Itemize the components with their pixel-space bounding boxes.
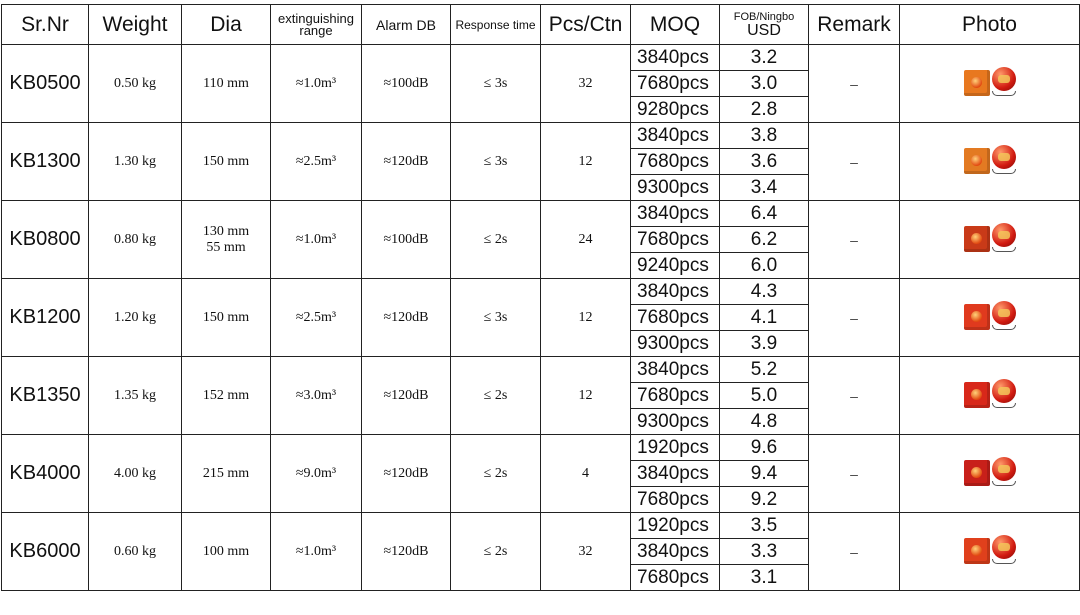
product-photo xyxy=(900,357,1080,435)
table-row xyxy=(2,201,1080,227)
pcs-value: 32 xyxy=(541,45,631,123)
moq-value: 3840pcs xyxy=(631,123,720,149)
remark-value: – xyxy=(809,357,900,435)
header-fob xyxy=(720,5,809,45)
stand-icon xyxy=(992,247,1016,252)
range-value: ≈1.0m³ xyxy=(271,201,362,279)
product-photo xyxy=(900,435,1080,513)
alarm-value: ≈120dB xyxy=(362,357,451,435)
dia-line-1: 150 mm xyxy=(202,309,250,325)
moq-value: 3840pcs xyxy=(631,539,720,565)
moq-value: 1920pcs xyxy=(631,435,720,461)
product-image xyxy=(964,457,1016,486)
fire-ball-icon xyxy=(992,457,1016,481)
dia-line-1: 130 mm xyxy=(202,223,250,239)
product-box-icon xyxy=(964,226,990,252)
dia-line-1: 150 mm xyxy=(202,153,250,169)
range-value: ≈2.5m³ xyxy=(271,279,362,357)
weight-value: 0.80 kg xyxy=(89,201,182,279)
header-sr: Sr.Nr xyxy=(2,5,89,45)
dia-line-1: 110 mm xyxy=(203,75,249,91)
range-value: ≈1.0m³ xyxy=(271,45,362,123)
remark-value: – xyxy=(809,279,900,357)
moq-value: 7680pcs xyxy=(631,71,720,97)
product-photo xyxy=(900,123,1080,201)
price-value: 6.2 xyxy=(720,227,809,253)
weight-value: 1.35 kg xyxy=(89,357,182,435)
moq-value: 3840pcs xyxy=(631,461,720,487)
response-value: ≤ 2s xyxy=(451,435,541,513)
pcs-value: 32 xyxy=(541,513,631,591)
price-value: 3.4 xyxy=(720,175,809,201)
moq-value: 7680pcs xyxy=(631,227,720,253)
product-image xyxy=(964,145,1016,174)
product-box-icon xyxy=(964,148,990,174)
header-usd-label: USD xyxy=(747,21,781,39)
price-value: 9.2 xyxy=(720,487,809,513)
range-value: ≈1.0m³ xyxy=(271,513,362,591)
ball-with-stand xyxy=(992,535,1016,564)
header-fob-label: FOB/Ningbo xyxy=(733,10,795,23)
ball-with-stand xyxy=(992,301,1016,330)
moq-value: 7680pcs xyxy=(631,149,720,175)
fire-ball-icon xyxy=(992,145,1016,169)
pcs-value: 4 xyxy=(541,435,631,513)
price-value: 4.1 xyxy=(720,305,809,331)
remark-value: – xyxy=(809,123,900,201)
price-value: 2.8 xyxy=(720,97,809,123)
response-value: ≤ 2s xyxy=(451,513,541,591)
moq-value: 9240pcs xyxy=(631,253,720,279)
table-body xyxy=(2,45,1080,591)
model-number: KB1300 xyxy=(2,123,89,201)
price-value: 9.6 xyxy=(720,435,809,461)
header-moq: MOQ xyxy=(631,5,720,45)
product-image xyxy=(964,301,1016,330)
remark-value: – xyxy=(809,45,900,123)
price-value: 3.5 xyxy=(720,513,809,539)
alarm-value: ≈120dB xyxy=(362,513,451,591)
table-row xyxy=(2,435,1080,461)
price-value: 3.0 xyxy=(720,71,809,97)
header-remark: Remark xyxy=(809,5,900,45)
dia-line-1: 215 mm xyxy=(202,465,250,481)
header-range-line2: range xyxy=(299,22,333,38)
dia-value xyxy=(182,201,271,279)
moq-value: 3840pcs xyxy=(631,357,720,383)
fire-ball-icon xyxy=(992,379,1016,403)
moq-value: 1920pcs xyxy=(631,513,720,539)
model-number: KB6000 xyxy=(2,513,89,591)
pcs-value: 12 xyxy=(541,123,631,201)
product-photo xyxy=(900,45,1080,123)
alarm-value: ≈120dB xyxy=(362,123,451,201)
table-row xyxy=(2,123,1080,149)
model-number: KB1350 xyxy=(2,357,89,435)
header-pcs: Pcs/Ctn xyxy=(541,5,631,45)
moq-value: 9300pcs xyxy=(631,175,720,201)
moq-value: 3840pcs xyxy=(631,279,720,305)
dia-value xyxy=(182,123,271,201)
stand-icon xyxy=(992,559,1016,564)
response-value: ≤ 2s xyxy=(451,357,541,435)
price-value: 3.8 xyxy=(720,123,809,149)
weight-value: 1.20 kg xyxy=(89,279,182,357)
moq-value: 9300pcs xyxy=(631,331,720,357)
pcs-value: 12 xyxy=(541,357,631,435)
product-box-icon xyxy=(964,70,990,96)
fire-ball-icon xyxy=(992,535,1016,559)
pcs-value: 12 xyxy=(541,279,631,357)
remark-value: – xyxy=(809,513,900,591)
alarm-value: ≈100dB xyxy=(362,201,451,279)
ball-with-stand xyxy=(992,145,1016,174)
product-image xyxy=(964,379,1016,408)
weight-value: 0.60 kg xyxy=(89,513,182,591)
fire-ball-icon xyxy=(992,301,1016,325)
dia-value xyxy=(182,357,271,435)
dia-line-1: 152 mm xyxy=(202,387,250,403)
moq-value: 7680pcs xyxy=(631,383,720,409)
price-value: 6.4 xyxy=(720,201,809,227)
header-weight: Weight xyxy=(89,5,182,45)
price-value: 6.0 xyxy=(720,253,809,279)
stand-icon xyxy=(992,91,1016,96)
stand-icon xyxy=(992,403,1016,408)
header-range xyxy=(271,5,362,45)
alarm-value: ≈100dB xyxy=(362,45,451,123)
price-value: 4.8 xyxy=(720,409,809,435)
stand-icon xyxy=(992,325,1016,330)
header-dia: Dia xyxy=(182,5,271,45)
price-value: 9.4 xyxy=(720,461,809,487)
range-value: ≈3.0m³ xyxy=(271,357,362,435)
table-row xyxy=(2,45,1080,71)
header-row xyxy=(2,5,1080,45)
range-value: ≈2.5m³ xyxy=(271,123,362,201)
remark-value: – xyxy=(809,201,900,279)
ball-with-stand xyxy=(992,223,1016,252)
product-box-icon xyxy=(964,382,990,408)
moq-value: 3840pcs xyxy=(631,201,720,227)
model-number: KB4000 xyxy=(2,435,89,513)
moq-value: 3840pcs xyxy=(631,45,720,71)
product-photo xyxy=(900,279,1080,357)
alarm-value: ≈120dB xyxy=(362,435,451,513)
weight-value: 0.50 kg xyxy=(89,45,182,123)
dia-value xyxy=(182,45,271,123)
price-value: 3.3 xyxy=(720,539,809,565)
price-value: 5.2 xyxy=(720,357,809,383)
model-number: KB0500 xyxy=(2,45,89,123)
product-box-icon xyxy=(964,538,990,564)
table-row xyxy=(2,357,1080,383)
model-number: KB1200 xyxy=(2,279,89,357)
dia-value xyxy=(182,435,271,513)
weight-value: 4.00 kg xyxy=(89,435,182,513)
product-image xyxy=(964,535,1016,564)
header-range-line1: extinguishing xyxy=(278,10,354,26)
table-row xyxy=(2,513,1080,539)
response-value: ≤ 3s xyxy=(451,279,541,357)
response-value: ≤ 2s xyxy=(451,201,541,279)
product-image xyxy=(964,223,1016,252)
product-photo xyxy=(900,201,1080,279)
moq-value: 7680pcs xyxy=(631,487,720,513)
ball-with-stand xyxy=(992,379,1016,408)
model-number: KB0800 xyxy=(2,201,89,279)
remark-value: – xyxy=(809,435,900,513)
price-table xyxy=(1,4,1080,591)
price-value: 3.2 xyxy=(720,45,809,71)
weight-value: 1.30 kg xyxy=(89,123,182,201)
price-value: 3.9 xyxy=(720,331,809,357)
alarm-value: ≈120dB xyxy=(362,279,451,357)
response-value: ≤ 3s xyxy=(451,123,541,201)
product-photo xyxy=(900,513,1080,591)
product-image xyxy=(964,67,1016,96)
dia-value xyxy=(182,279,271,357)
moq-value: 9300pcs xyxy=(631,409,720,435)
moq-value: 7680pcs xyxy=(631,305,720,331)
moq-value: 9280pcs xyxy=(631,97,720,123)
response-value: ≤ 3s xyxy=(451,45,541,123)
stand-icon xyxy=(992,481,1016,486)
header-alarm: Alarm DB xyxy=(362,5,451,45)
range-value: ≈9.0m³ xyxy=(271,435,362,513)
dia-line-1: 100 mm xyxy=(202,543,250,559)
product-box-icon xyxy=(964,460,990,486)
dia-value xyxy=(182,513,271,591)
ball-with-stand xyxy=(992,67,1016,96)
price-value: 3.1 xyxy=(720,565,809,591)
pcs-value: 24 xyxy=(541,201,631,279)
price-value: 5.0 xyxy=(720,383,809,409)
product-box-icon xyxy=(964,304,990,330)
fire-ball-icon xyxy=(992,223,1016,247)
moq-value: 7680pcs xyxy=(631,565,720,591)
dia-line-2: 55 mm xyxy=(206,239,246,255)
table-row xyxy=(2,279,1080,305)
price-value: 3.6 xyxy=(720,149,809,175)
ball-with-stand xyxy=(992,457,1016,486)
header-response: Response time xyxy=(451,5,541,45)
stand-icon xyxy=(992,169,1016,174)
price-value: 4.3 xyxy=(720,279,809,305)
fire-ball-icon xyxy=(992,67,1016,91)
header-photo: Photo xyxy=(900,5,1080,45)
